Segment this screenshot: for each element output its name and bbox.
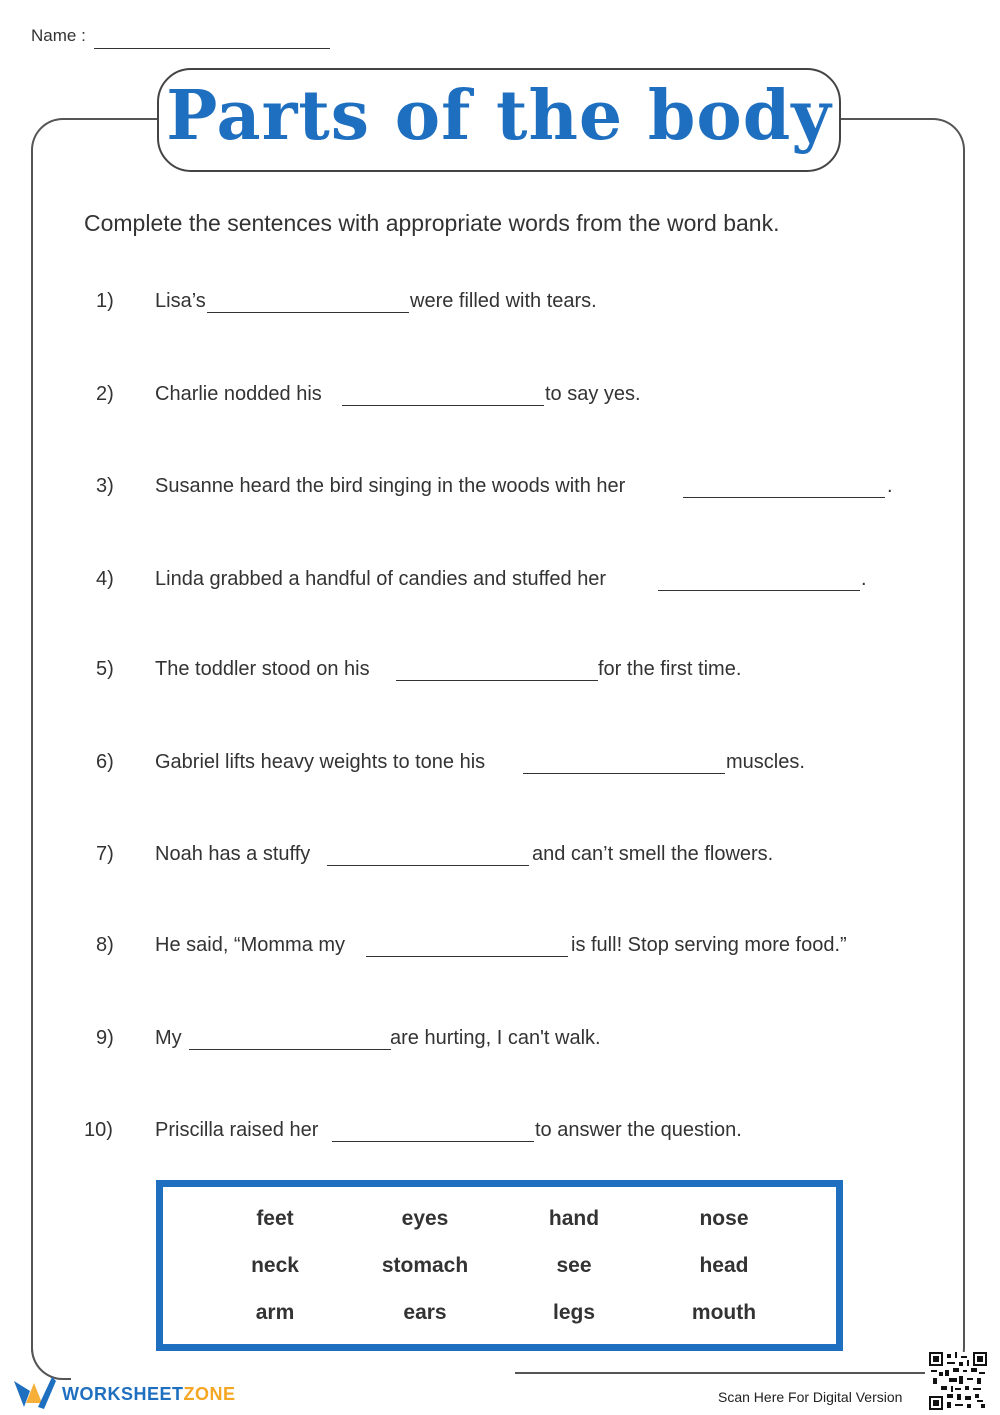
word-bank-item: hand	[548, 1207, 600, 1230]
question-text-before: The toddler stood on his	[155, 658, 370, 680]
question-text-after: to answer the question.	[535, 1119, 742, 1141]
word-bank-item: neck	[251, 1254, 299, 1277]
question-number: 1)	[96, 290, 114, 312]
question-text-before: My	[155, 1027, 182, 1049]
page-title: Parts of the body	[166, 76, 832, 156]
logo-text-zone: ZONE	[183, 1384, 236, 1404]
question-9	[0, 1019, 1000, 1059]
question-text-after: .	[861, 568, 867, 590]
question-8	[0, 926, 1000, 966]
question-text-before: Lisa’s	[155, 290, 206, 312]
question-text-after: to say yes.	[545, 383, 641, 405]
question-text-before: He said, “Momma my	[155, 934, 346, 956]
question-number: 2)	[96, 383, 114, 405]
answer-blank[interactable]	[327, 865, 529, 866]
question-4	[0, 560, 1000, 600]
question-text-after: .	[887, 475, 893, 497]
answer-blank[interactable]	[189, 1049, 391, 1050]
question-10	[0, 1111, 1000, 1151]
question-text-before: Linda grabbed a handful of candies and stuffed her	[155, 568, 607, 590]
question-text-after: muscles.	[726, 751, 805, 773]
answer-blank[interactable]	[683, 497, 885, 498]
question-text-before: Charlie nodded his	[155, 383, 322, 405]
question-text-after: are hurting, I can't walk.	[390, 1027, 601, 1049]
question-number: 4)	[96, 568, 114, 590]
question-number: 9)	[96, 1027, 114, 1049]
question-text-before: Priscilla raised her	[155, 1119, 319, 1141]
name-label: Name :	[31, 26, 86, 45]
answer-blank[interactable]	[396, 680, 598, 681]
instructions: Complete the sentences with appropriate words from the word bank.	[84, 210, 780, 236]
question-7	[0, 835, 1000, 875]
question-5	[0, 650, 1000, 690]
word-bank-item: ears	[403, 1301, 447, 1324]
word-bank-item: arm	[255, 1301, 295, 1324]
word-bank-item: see	[556, 1254, 592, 1277]
question-text-before: Gabriel lifts heavy weights to tone his	[155, 751, 486, 773]
word-bank-item: head	[699, 1254, 749, 1277]
word-bank-item: legs	[552, 1301, 596, 1324]
qr-code-icon[interactable]	[929, 1352, 987, 1410]
answer-blank[interactable]	[332, 1141, 534, 1142]
word-bank-item: stomach	[381, 1254, 469, 1277]
question-number: 8)	[96, 934, 114, 956]
question-1	[0, 282, 1000, 322]
word-bank-item: feet	[256, 1207, 294, 1230]
name-field[interactable]	[94, 48, 330, 49]
question-number: 6)	[96, 751, 114, 773]
question-number: 3)	[96, 475, 114, 497]
worksheetzone-logo-text[interactable]	[62, 1384, 236, 1405]
worksheetzone-logo-icon	[12, 1373, 62, 1413]
question-text-before: Susanne heard the bird singing in the woods with her	[155, 475, 626, 497]
question-number: 10)	[84, 1119, 113, 1141]
word-bank	[156, 1180, 843, 1351]
scan-text: Scan Here For Digital Version	[718, 1389, 903, 1405]
answer-blank[interactable]	[207, 312, 409, 313]
word-bank-item: eyes	[401, 1207, 449, 1230]
question-text-before: Noah has a stuffy	[155, 843, 311, 865]
question-2	[0, 375, 1000, 415]
question-text-after: were filled with tears.	[410, 290, 597, 312]
logo-text-worksheet: WORKSHEET	[62, 1384, 184, 1404]
question-3	[0, 467, 1000, 507]
answer-blank[interactable]	[523, 773, 725, 774]
word-bank-item: nose	[699, 1207, 749, 1230]
answer-blank[interactable]	[342, 405, 544, 406]
frame-bottom-line	[515, 1372, 925, 1374]
question-text-after: and can’t smell the flowers.	[532, 843, 774, 865]
word-bank-inner	[161, 1185, 838, 1346]
question-text-after: for the first time.	[598, 658, 742, 680]
answer-blank[interactable]	[658, 590, 860, 591]
title-box	[157, 68, 841, 172]
word-bank-item: mouth	[691, 1301, 757, 1324]
question-text-after: is full! Stop serving more food.”	[571, 934, 847, 956]
question-number: 5)	[96, 658, 114, 680]
question-6	[0, 743, 1000, 783]
answer-blank[interactable]	[366, 956, 568, 957]
question-number: 7)	[96, 843, 114, 865]
